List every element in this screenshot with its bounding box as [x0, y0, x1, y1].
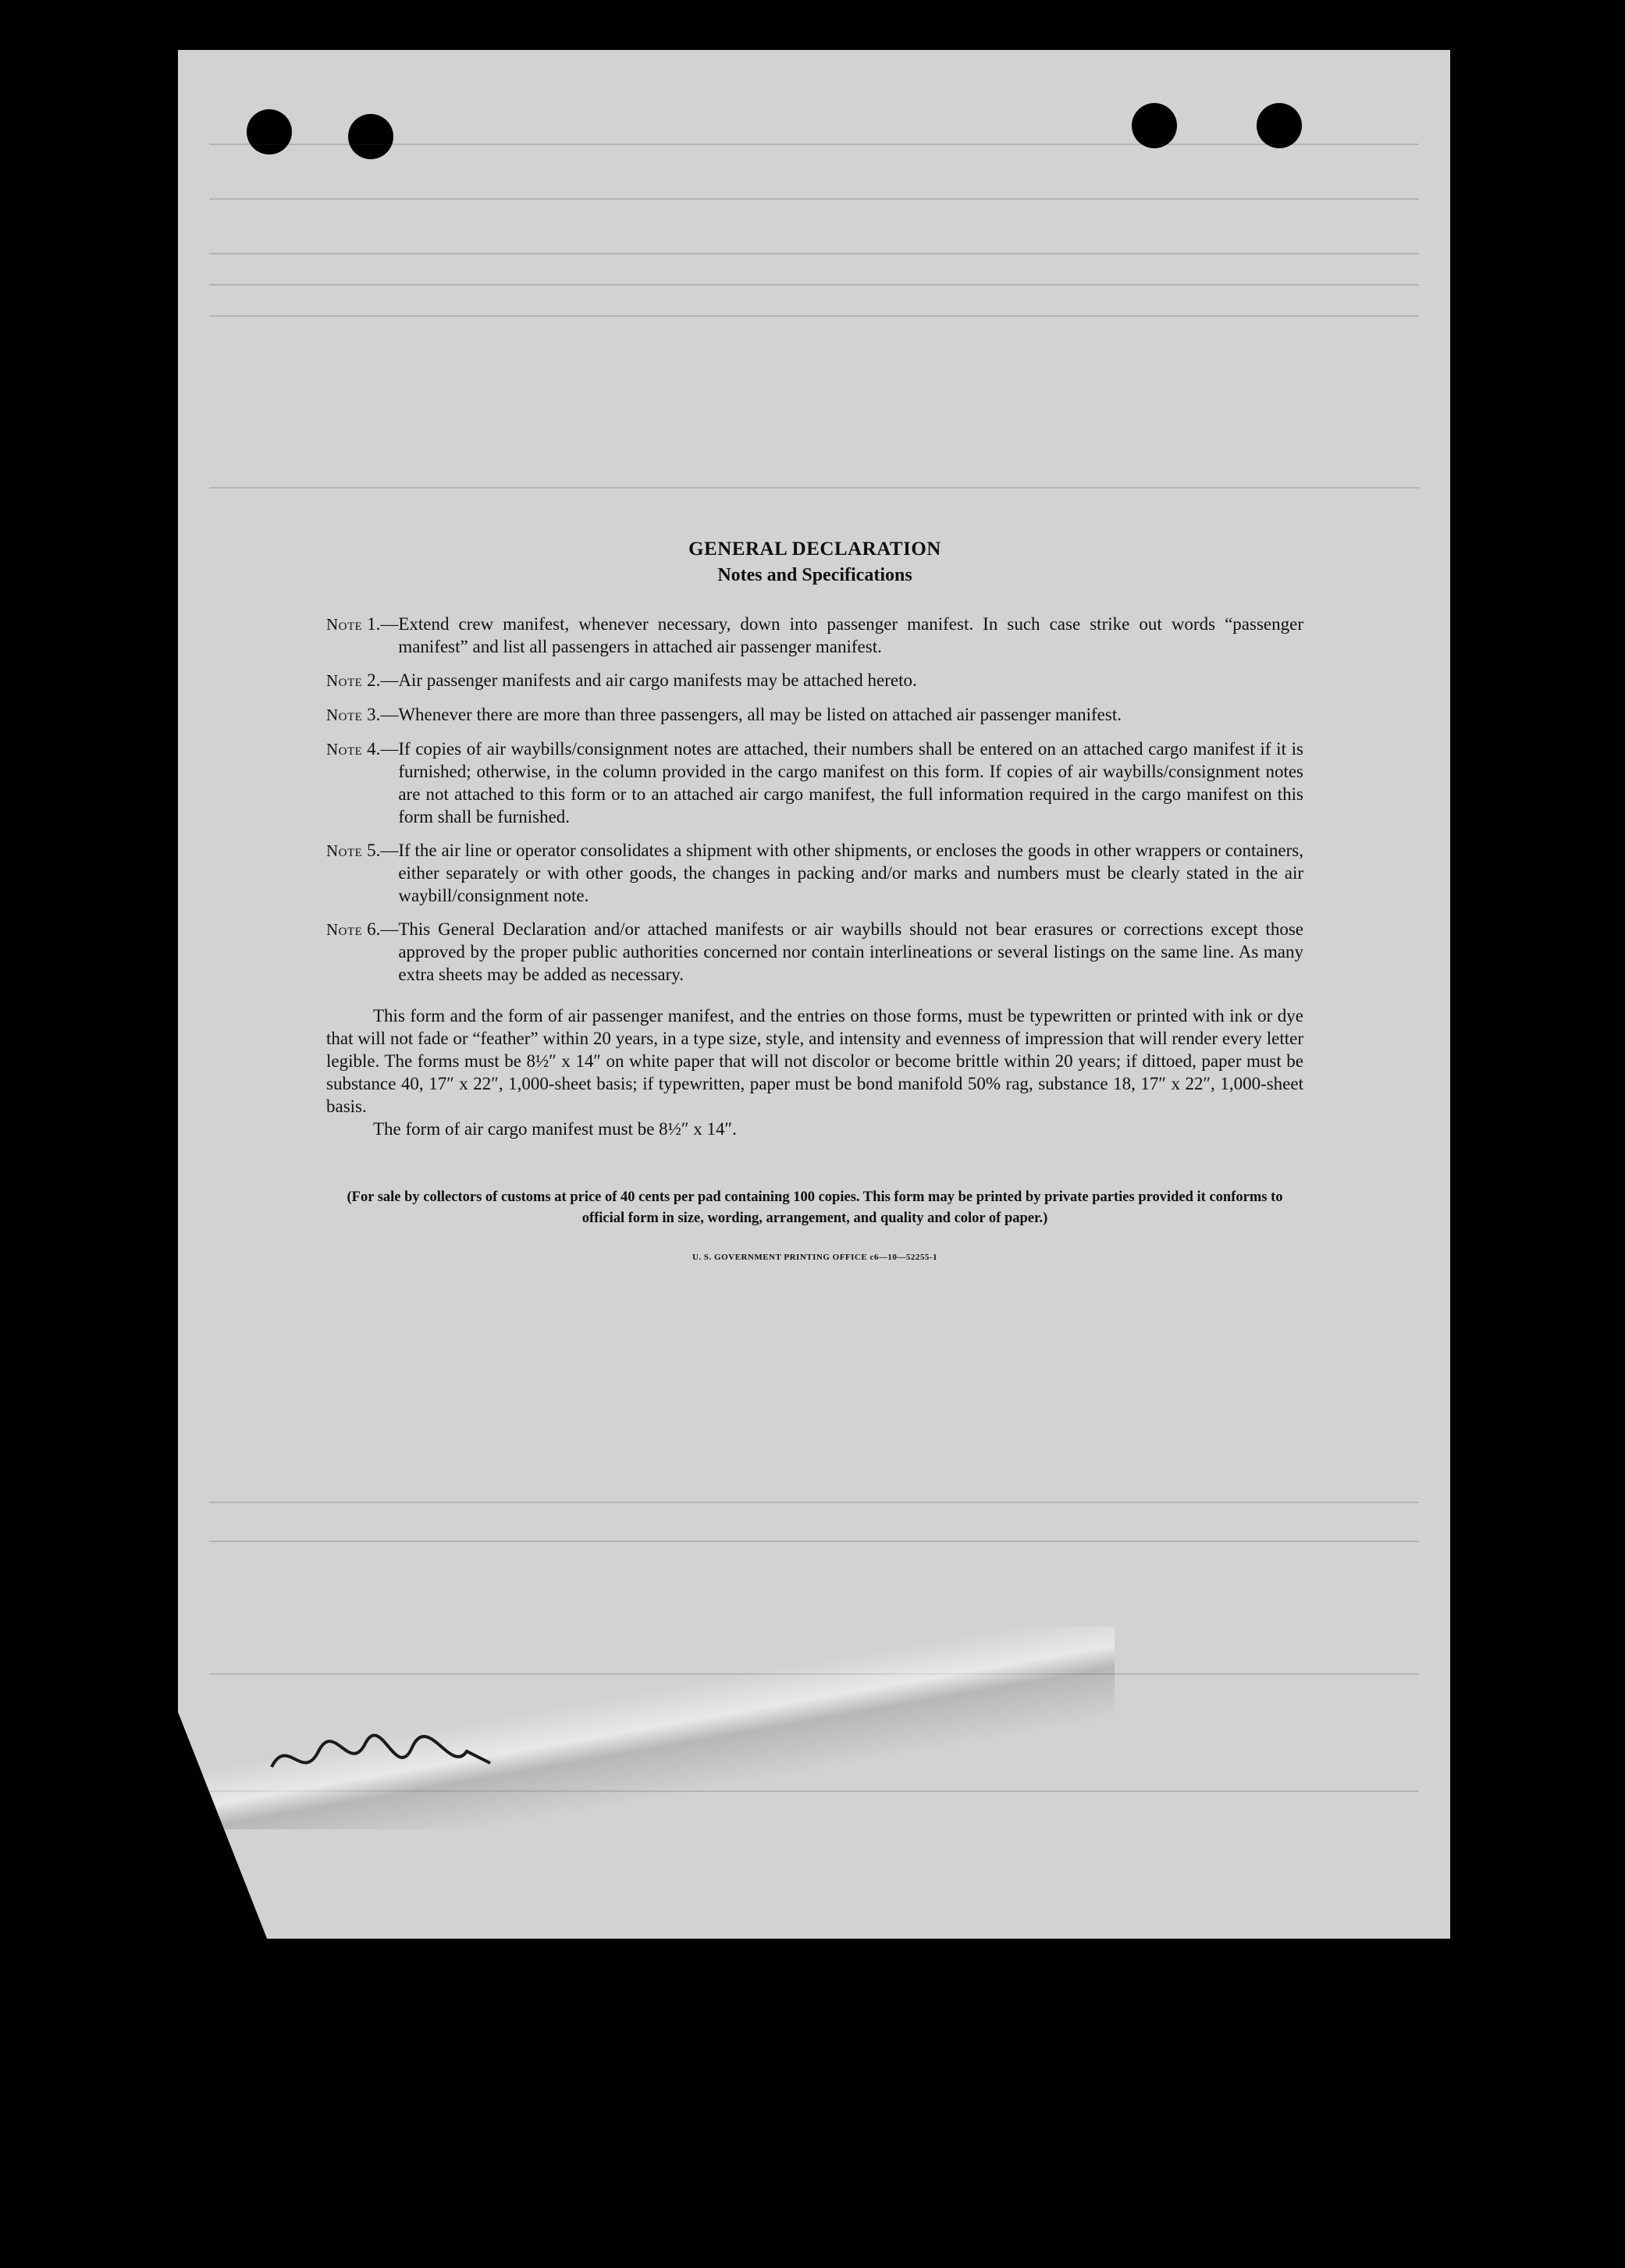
- note-item: [326, 839, 1303, 907]
- note-number: 6.—: [362, 919, 399, 939]
- note-number: 3.—: [362, 705, 399, 724]
- note-label: [326, 613, 398, 658]
- note-word: Note: [326, 615, 363, 634]
- sale-notice: (For sale by collectors of customs at price of 40 cents per pad containing 100 copies. This form may be printed by private parties provided it conforms to official form in size, wording, arrangement, and quality and color of paper.): [347, 1189, 1283, 1226]
- note-text: If the air line or operator consolidates a shipment with other shipments, or encloses the goods in other wrappers or containers, either separately or with other goods, the changes in packing and/or marks and numbers must be clearly stated in the air waybill/consignment note.: [398, 841, 1303, 905]
- note-label: [326, 738, 398, 828]
- note-word: Note: [326, 740, 363, 759]
- note-number: 4.—: [362, 739, 399, 759]
- note-item: [326, 613, 1303, 658]
- handwritten-signature: [264, 1720, 498, 1790]
- note-number: 2.—: [362, 670, 399, 690]
- note-word: Note: [326, 706, 363, 724]
- note-label: [326, 918, 398, 986]
- note-word: Note: [326, 841, 363, 860]
- notes-list: [326, 613, 1303, 986]
- note-label: [326, 669, 398, 692]
- note-number: 1.—: [362, 614, 399, 634]
- note-item: [326, 918, 1303, 986]
- note-text: Extend crew manifest, whenever necessary, down into passenger manifest. In such case strike out words “passenger manifest” and list all passengers in attached air passenger manifest.: [398, 614, 1303, 656]
- note-item: [326, 703, 1303, 727]
- document-title: GENERAL DECLARATION: [688, 539, 941, 560]
- note-item: [326, 738, 1303, 828]
- cargo-manifest-size-line: The form of air cargo manifest must be 8½″ x 14″.: [373, 1119, 737, 1139]
- form-requirements-paragraph: This form and the form of air passenger manifest, and the entries on those forms, must be typewritten or printed with ink or dye that will not fade or “feather” within 20 years, in a type size, style, and intensity and evenness of impression that will render every letter legible. The forms must be 8½″ x 14″ on white paper that will not discolor or become brittle within 20 years; if dittoed, paper must be substance 40, 17″ x 22″, 1,000-sheet basis; if typewritten, paper must be bond manifold 50% rag, substance 18, 17″ x 22″, 1,000-sheet basis.: [326, 1006, 1303, 1116]
- note-word: Note: [326, 671, 363, 690]
- note-text: This General Declaration and/or attached manifests or air waybills should not bear erasures or corrections except those approved by the proper public authorities concerned nor contain interlineations or several listings on the same line. As many extra sheets may be added as necessary.: [398, 919, 1303, 984]
- note-text: If copies of air waybills/consignment notes are attached, their numbers shall be entered on an attached cargo manifest if it is furnished; otherwise, in the column provided in the cargo manifest on this form. If copies of air waybills/consignment notes are not attached to this form or to an attached air cargo manifest, the full information required in the cargo manifest on this form shall be furnished.: [398, 739, 1303, 827]
- note-text: Air passenger manifests and air cargo manifests may be attached hereto.: [398, 670, 917, 690]
- document-subtitle: Notes and Specifications: [717, 565, 912, 585]
- note-number: 5.—: [362, 841, 399, 860]
- note-word: Note: [326, 920, 363, 939]
- note-text: Whenever there are more than three passengers, all may be listed on attached air passenger manifest.: [398, 705, 1122, 724]
- note-label: [326, 839, 398, 907]
- printer-imprint: U. S. GOVERNMENT PRINTING OFFICE c6—10—52255-1: [692, 1253, 937, 1262]
- notes-and-specifications: [326, 539, 1303, 1262]
- note-item: [326, 669, 1303, 692]
- note-label: [326, 703, 398, 727]
